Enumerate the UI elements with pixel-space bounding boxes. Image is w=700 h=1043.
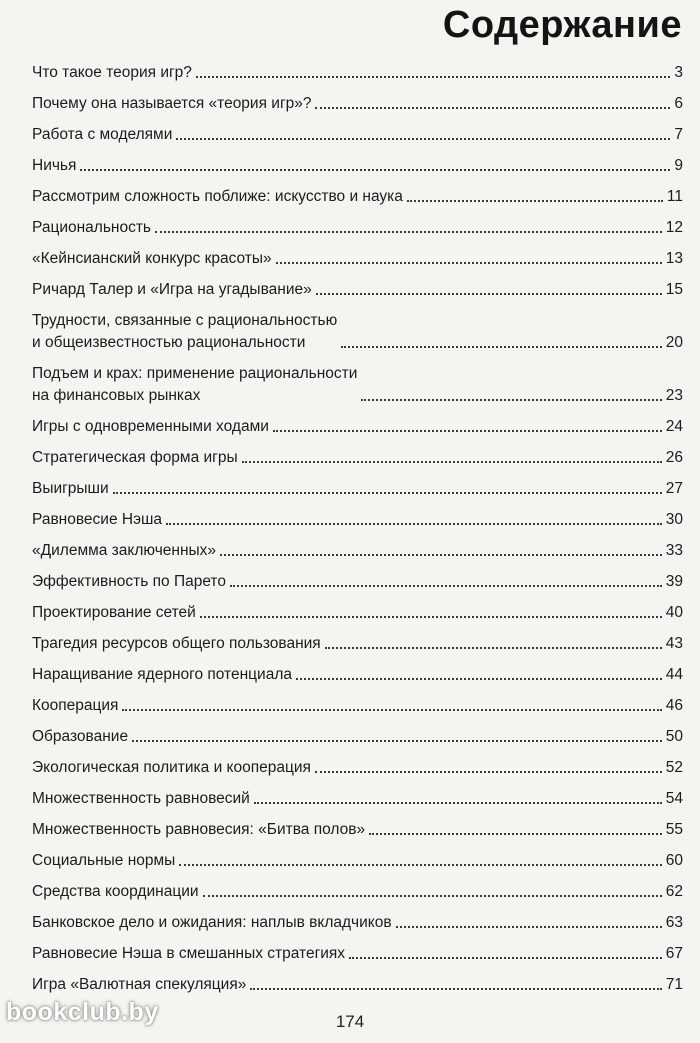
toc-entry-title: Почему она называется «теория игр»? [32, 95, 312, 112]
toc-entry [32, 62, 683, 84]
toc-entry-page: 20 [665, 334, 683, 351]
toc-entry-title: Проектирование сетей [32, 604, 196, 621]
toc-entry-page: 44 [665, 666, 683, 683]
toc-entry-page: 54 [665, 790, 683, 807]
toc-entry [32, 217, 683, 239]
dot-leader [276, 262, 662, 264]
toc-entry-title: Кооперация [32, 697, 119, 714]
toc-entry-page: 52 [665, 759, 683, 776]
toc-entry [32, 540, 683, 562]
toc-entry-title: Выигрыши [32, 480, 109, 497]
toc-entry-page: 55 [665, 821, 683, 838]
page-number: 174 [335, 1012, 365, 1031]
toc-entry-page: 13 [665, 250, 683, 267]
toc-entry-page: 71 [665, 976, 683, 993]
toc-entry-page: 3 [674, 64, 683, 81]
toc-entry [32, 664, 683, 686]
dot-leader [325, 647, 662, 649]
dot-leader [113, 492, 662, 494]
dot-leader [250, 988, 661, 990]
toc-entry-title: Образование [32, 728, 129, 745]
toc-entry-page: 46 [665, 697, 683, 714]
toc-entry [32, 93, 683, 115]
toc-entry [32, 726, 683, 748]
dot-leader [80, 169, 670, 171]
toc-entry [32, 943, 683, 965]
toc-entry-page: 12 [665, 219, 683, 236]
toc-entry-page: 30 [665, 511, 683, 528]
toc-entry-title: Работа с моделями [32, 126, 173, 143]
toc-entry [32, 310, 683, 354]
toc-entry-page: 39 [665, 573, 683, 590]
dot-leader [122, 709, 661, 711]
dot-leader [242, 461, 662, 463]
toc-entry-page: 50 [665, 728, 683, 745]
dot-leader [396, 926, 662, 928]
toc-entry [32, 279, 683, 301]
toc-entry-title: Ричард Талер и «Игра на угадывание» [32, 281, 312, 298]
toc-entry-page: 26 [665, 449, 683, 466]
dot-leader [196, 76, 670, 78]
toc-entry-title: Ничья [32, 157, 77, 174]
toc-entry-page: 23 [665, 387, 683, 404]
dot-leader [273, 430, 662, 432]
toc-entry-title: Банковское дело и ожидания: наплыв вкладчиков [32, 914, 392, 931]
dot-leader [166, 523, 662, 525]
toc-entry-title: Равновесие Нэша в смешанных стратегиях [32, 945, 346, 962]
toc-entry-page: 11 [666, 188, 683, 205]
toc-entry-page: 27 [665, 480, 683, 497]
watermark: bookclub.by [6, 998, 159, 1026]
toc-entry [32, 447, 683, 469]
toc-entry [32, 819, 683, 841]
toc-entry-page: 9 [674, 157, 683, 174]
dot-leader [296, 678, 662, 680]
toc-entry-title: «Дилемма заключенных» [32, 542, 217, 559]
toc-entry-title: Множественность равновесия: «Битва полов» [32, 821, 366, 838]
toc-entry-title: Экологическая политика и кооперация [32, 759, 311, 776]
toc-entry [32, 124, 683, 146]
toc-entry-title: Рассмотрим сложность поближе: искусство и наука [32, 188, 403, 205]
dot-leader [155, 231, 662, 233]
toc-entry-title: Игра «Валютная спекуляция» [32, 976, 247, 993]
toc-entry-title: Трудности, связанные с рациональностью и общеизвестностью рациональности [32, 312, 338, 351]
toc-entry [32, 850, 683, 872]
toc-entry [32, 248, 683, 270]
dot-leader [407, 200, 663, 202]
toc-entry-page: 40 [665, 604, 683, 621]
toc-entry [32, 974, 683, 996]
toc-entry [32, 633, 683, 655]
dot-leader [176, 138, 670, 140]
toc-entry [32, 912, 683, 934]
dot-leader [230, 585, 662, 587]
dot-leader [132, 740, 662, 742]
toc-entry-page: 62 [665, 883, 683, 900]
dot-leader [349, 957, 662, 959]
toc-entry [32, 363, 683, 407]
toc-entry-page: 63 [665, 914, 683, 931]
toc-entry-page: 60 [665, 852, 683, 869]
toc-entry-title: Что такое теория игр? [32, 64, 192, 81]
toc-entry-title: «Кейнсианский конкурс красоты» [32, 250, 272, 267]
toc-entry-title: Игры с одновременными ходами [32, 418, 269, 435]
toc-entry [32, 416, 683, 438]
toc-entry-title: Стратегическая форма игры [32, 449, 238, 466]
toc-entry [32, 881, 683, 903]
dot-leader [341, 346, 662, 348]
dot-leader [179, 864, 661, 866]
toc-entry-title: Рациональность [32, 219, 152, 236]
toc-entry-page: 67 [665, 945, 683, 962]
toc-entry-title: Социальные нормы [32, 852, 176, 869]
toc-entry-title: Трагедия ресурсов общего пользования [32, 635, 321, 652]
toc-entry-title: Множественность равновесий [32, 790, 250, 807]
toc-entry [32, 509, 683, 531]
dot-leader [203, 895, 662, 897]
toc-entry [32, 757, 683, 779]
dot-leader [316, 293, 662, 295]
page-title: Содержание [442, 4, 682, 46]
toc-entry-page: 7 [674, 126, 683, 143]
toc-entry-page: 15 [665, 281, 683, 298]
dot-leader [315, 771, 662, 773]
dot-leader [369, 833, 662, 835]
dot-leader [315, 107, 670, 109]
toc-entry [32, 155, 683, 177]
dot-leader [254, 802, 662, 804]
toc-entry-page: 24 [665, 418, 683, 435]
toc-entry-page: 33 [665, 542, 683, 559]
toc-entry-title: Равновесие Нэша [32, 511, 163, 528]
toc-entry [32, 571, 683, 593]
toc-entry-title: Наращивание ядерного потенциала [32, 666, 292, 683]
toc-entry-title: Эффективность по Парето [32, 573, 226, 590]
toc-entry-title: Средства координации [32, 883, 199, 900]
table-of-contents [32, 62, 683, 1005]
toc-entry [32, 186, 683, 208]
dot-leader [361, 399, 661, 401]
toc-entry [32, 695, 683, 717]
toc-entry-page: 43 [665, 635, 683, 652]
toc-entry [32, 602, 683, 624]
toc-entry [32, 788, 683, 810]
dot-leader [200, 616, 662, 618]
dot-leader [220, 554, 662, 556]
toc-entry-title: Подъем и крах: применение рациональности на финансовых рынках [32, 365, 358, 404]
toc-entry [32, 478, 683, 500]
toc-entry-page: 6 [674, 95, 683, 112]
